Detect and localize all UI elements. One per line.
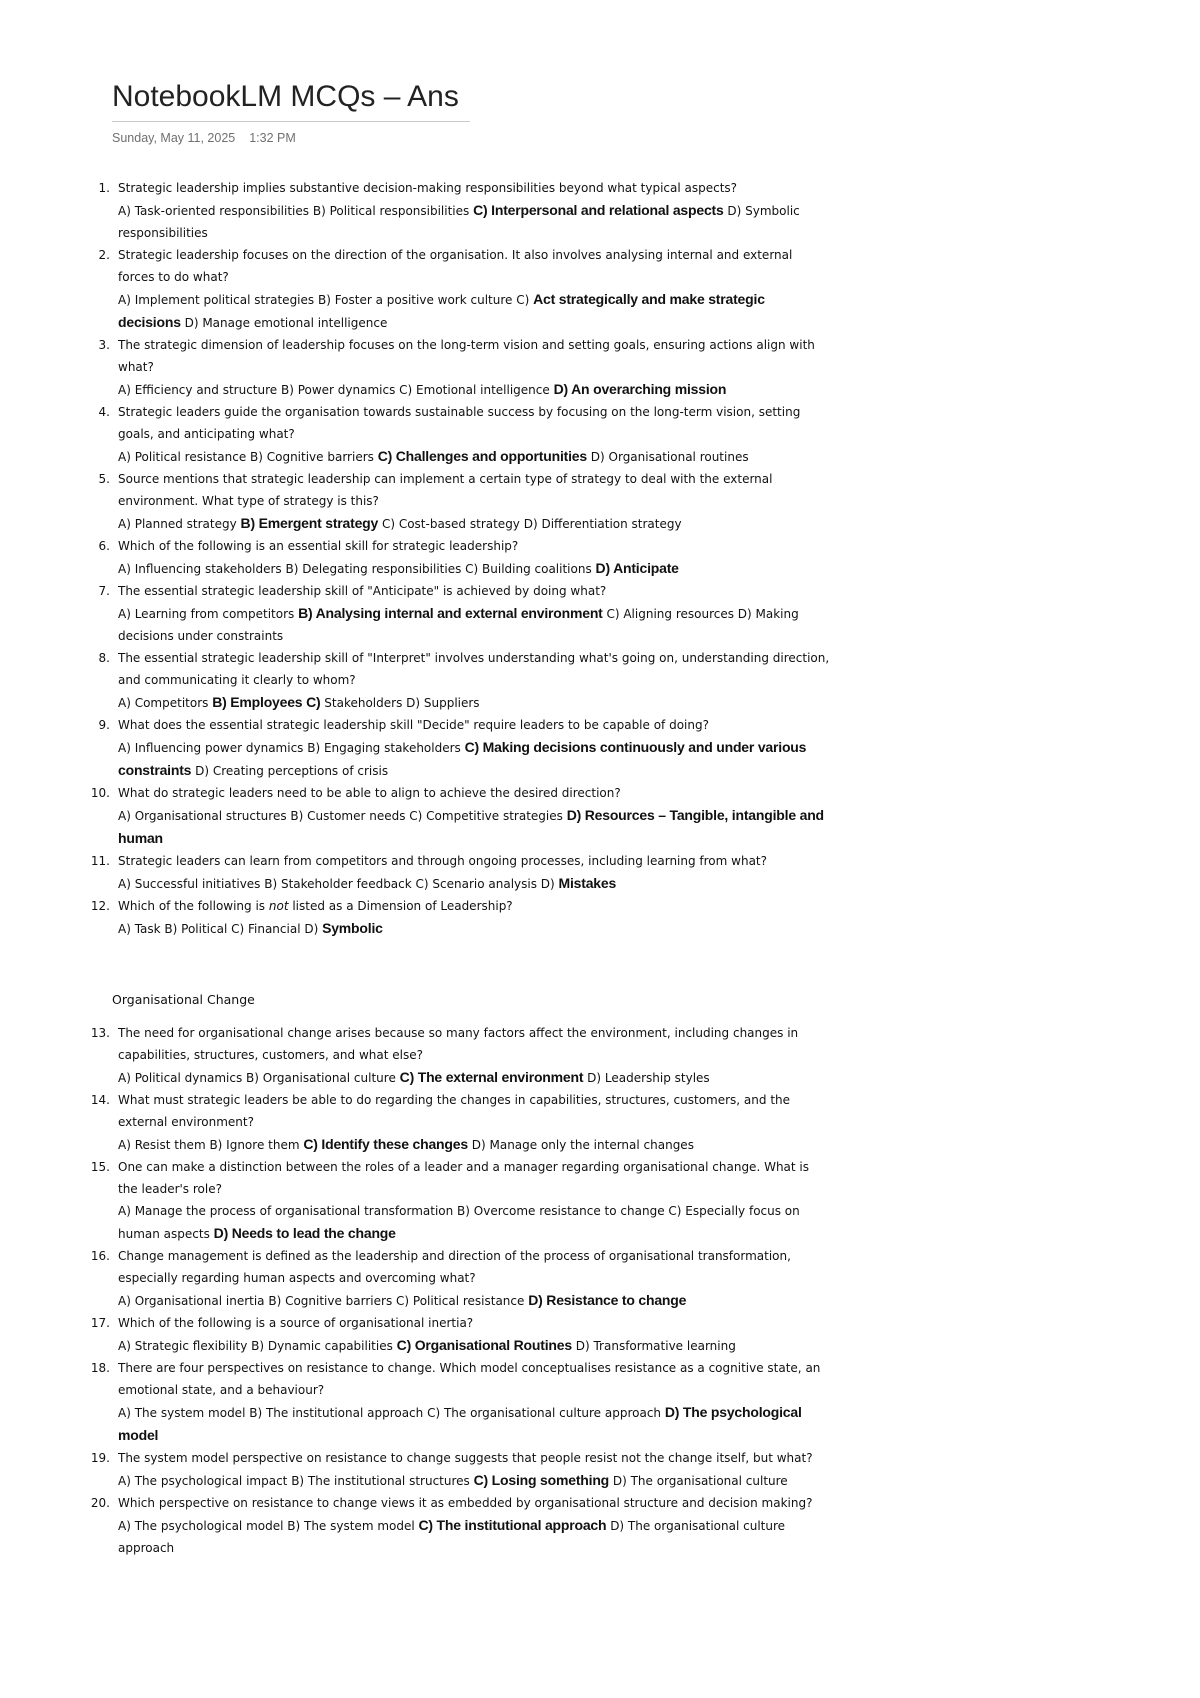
- question-list-change: [72, 1022, 832, 1559]
- answer-options: [118, 1401, 830, 1447]
- question-number: 10.: [90, 786, 110, 800]
- answer-options-before: A) Implement political strategies B) Foster a positive work culture C): [118, 293, 534, 307]
- question-body: [118, 1089, 830, 1156]
- answer-options-before: A) Manage the process of organisational transformation B) Overcome resistance to change C) Especially focus on human aspects: [118, 1204, 800, 1241]
- answer-options-after: C) Aligning resources D) Making decisions under constraints: [118, 607, 799, 643]
- answer-options-before: A) Successful initiatives B) Stakeholder feedback C) Scenario analysis D): [118, 877, 559, 891]
- answer-options-after: C) Cost-based strategy D) Differentiation strategy: [378, 517, 682, 531]
- answer-options-after: D) Creating perceptions of crisis: [191, 764, 389, 778]
- question-number: 18.: [90, 1361, 110, 1375]
- correct-answer: C) Interpersonal and relational aspects: [473, 202, 724, 218]
- question-number: 6.: [98, 539, 110, 553]
- question-text: There are four perspectives on resistance to change. Which model conceptualises resistance as a cognitive state, an emotional state, and a behaviour?: [118, 1361, 821, 1397]
- question-number: 9.: [98, 718, 110, 732]
- question-item: [72, 1022, 832, 1089]
- question-number: 20.: [90, 1496, 110, 1510]
- answer-options-before: A) Political resistance B) Cognitive barriers: [118, 450, 378, 464]
- answer-options: [118, 917, 830, 940]
- answer-options: [118, 1133, 830, 1156]
- question-item: [72, 535, 832, 580]
- question-number: 2.: [98, 248, 110, 262]
- answer-options: [118, 1289, 830, 1312]
- question-body: [118, 244, 830, 334]
- answer-options-before: A) Task B) Political C) Financial D): [118, 922, 323, 936]
- question-item: [72, 714, 832, 782]
- answer-options-before: A) Planned strategy: [118, 517, 241, 531]
- correct-answer: C) Losing something: [473, 1472, 610, 1488]
- correct-answer: C) The external environment: [399, 1069, 584, 1085]
- answer-options-after: D) The organisational culture approach: [118, 1519, 786, 1555]
- answer-options-before: A) Political dynamics B) Organisational culture: [118, 1071, 400, 1085]
- question-text: Which of the following is a source of organisational inertia?: [118, 1316, 474, 1330]
- question-item: [72, 1245, 832, 1312]
- question-text: The system model perspective on resistance to change suggests that people resist not the change itself, but what?: [118, 1451, 813, 1465]
- note-timestamp: [112, 131, 296, 145]
- question-body: [118, 1156, 830, 1245]
- question-body: [118, 850, 830, 895]
- question-number: 15.: [90, 1160, 110, 1174]
- question-text: Strategic leadership implies substantive decision-making responsibilities beyond what typical aspects?: [118, 181, 738, 195]
- question-body: [118, 401, 830, 468]
- question-item: [72, 580, 832, 647]
- note-date: Sunday, May 11, 2025: [112, 131, 236, 145]
- question-number: 19.: [90, 1451, 110, 1465]
- answer-options: [118, 1334, 830, 1357]
- answer-options-after: D) Manage only the internal changes: [467, 1138, 694, 1152]
- answer-options-after: D) The organisational culture: [609, 1474, 788, 1488]
- answer-options: [118, 804, 830, 850]
- question-body: [118, 1447, 830, 1492]
- question-text: Change management is defined as the leadership and direction of the process of organisational transformation, especially regarding human aspects and overcoming what?: [118, 1249, 791, 1285]
- question-body: [118, 895, 830, 940]
- question-number: 4.: [98, 405, 110, 419]
- question-text: The essential strategic leadership skill of "Anticipate" is achieved by doing what?: [118, 584, 607, 598]
- answer-options-after: D) Organisational routines: [586, 450, 749, 464]
- question-text: The need for organisational change arises because so many factors affect the environment, including changes in capabilities, structures, customers, and what else?: [118, 1026, 799, 1062]
- question-body: [118, 535, 830, 580]
- question-text: Strategic leaders guide the organisation towards sustainable success by focusing on the long-term vision, setting goals, and anticipating what?: [118, 405, 801, 441]
- question-number: 14.: [90, 1093, 110, 1107]
- question-item: [72, 782, 832, 850]
- question-item: [72, 468, 832, 535]
- question-text: The strategic dimension of leadership focuses on the long-term vision and setting goals, ensuring actions align with what?: [118, 338, 815, 374]
- question-item: [72, 1312, 832, 1357]
- question-text: One can make a distinction between the roles of a leader and a manager regarding organisational change. What is the leader's role?: [118, 1160, 810, 1196]
- answer-options: [118, 1200, 830, 1245]
- answer-options: [118, 1066, 830, 1089]
- question-text: Source mentions that strategic leadership can implement a certain type of strategy to deal with the external environment. What type of strategy is this?: [118, 472, 773, 508]
- question-text: The essential strategic leadership skill of "Interpret" involves understanding what's going on, understanding direction, and communicating it clearly to whom?: [118, 651, 830, 687]
- answer-options-after: Stakeholders D) Suppliers: [320, 696, 480, 710]
- correct-answer: Act strategically and make strategic decisions: [118, 291, 765, 330]
- question-text: Strategic leaders can learn from competitors and through ongoing processes, including learning from what?: [118, 854, 768, 868]
- answer-options: [118, 602, 830, 647]
- question-item: [72, 850, 832, 895]
- correct-answer: B) Employees C): [212, 694, 321, 710]
- question-body: [118, 1312, 830, 1357]
- answer-options: [118, 512, 830, 535]
- question-body: [118, 177, 830, 244]
- correct-answer: D) The psychological model: [118, 1404, 802, 1443]
- question-body: [118, 647, 830, 714]
- question-body: [118, 580, 830, 647]
- answer-options: [118, 288, 830, 334]
- answer-options-before: A) Influencing power dynamics B) Engaging stakeholders: [118, 741, 465, 755]
- question-body: [118, 714, 830, 782]
- answer-options-after: D) Manage emotional intelligence: [180, 316, 388, 330]
- answer-options-before: A) Organisational inertia B) Cognitive barriers C) Political resistance: [118, 1294, 529, 1308]
- correct-answer: C) The institutional approach: [418, 1517, 607, 1533]
- answer-options: [118, 378, 830, 401]
- question-number: 1.: [98, 181, 110, 195]
- correct-answer: D) Resistance to change: [528, 1292, 687, 1308]
- question-item: [72, 1357, 832, 1447]
- question-item: [72, 647, 832, 714]
- answer-options: [118, 1514, 830, 1559]
- question-text: What must strategic leaders be able to do regarding the changes in capabilities, structures, customers, and the external environment?: [118, 1093, 791, 1129]
- question-number: 12.: [90, 899, 110, 913]
- question-text: What does the essential strategic leadership skill "Decide" require leaders to be capable of doing?: [118, 718, 709, 732]
- question-item: [72, 1492, 832, 1559]
- question-text: Strategic leadership focuses on the direction of the organisation. It also involves analysing internal and external forces to do what?: [118, 248, 793, 284]
- question-item: [72, 177, 832, 244]
- question-number: 13.: [90, 1026, 110, 1040]
- question-body: [118, 1022, 830, 1089]
- question-item: [72, 1156, 832, 1245]
- question-body: [118, 1492, 830, 1559]
- question-text: [118, 899, 513, 913]
- answer-options: [118, 199, 830, 244]
- correct-answer: Mistakes: [558, 875, 617, 891]
- page-title: NotebookLM MCQs – Ans: [112, 80, 459, 113]
- correct-answer: C) Organisational Routines: [396, 1337, 572, 1353]
- correct-answer: Symbolic: [322, 920, 383, 936]
- question-number: 3.: [98, 338, 110, 352]
- answer-options: [118, 557, 830, 580]
- question-text: Which of the following is an essential skill for strategic leadership?: [118, 539, 519, 553]
- correct-answer: C) Challenges and opportunities: [377, 448, 587, 464]
- answer-options-after: D) Leadership styles: [583, 1071, 710, 1085]
- question-number: 17.: [90, 1316, 110, 1330]
- question-body: [118, 1357, 830, 1447]
- question-number: 16.: [90, 1249, 110, 1263]
- answer-options-before: A) Strategic flexibility B) Dynamic capabilities: [118, 1339, 397, 1353]
- answer-options-before: A) Learning from competitors: [118, 607, 299, 621]
- question-text-part: Which of the following is: [118, 899, 269, 913]
- answer-options-before: A) Task-oriented responsibilities B) Political responsibilities: [118, 204, 474, 218]
- answer-options-before: A) Influencing stakeholders B) Delegating responsibilities C) Building coalitions: [118, 562, 596, 576]
- question-text: Which perspective on resistance to change views it as embedded by organisational structure and decision making?: [118, 1496, 813, 1510]
- question-text: What do strategic leaders need to be able to align to achieve the desired direction?: [118, 786, 621, 800]
- answer-options: [118, 872, 830, 895]
- answer-options-before: A) Efficiency and structure B) Power dynamics C) Emotional intelligence: [118, 383, 554, 397]
- correct-answer: C) Identify these changes: [303, 1136, 468, 1152]
- question-body: [118, 782, 830, 850]
- answer-options-after: D) Transformative learning: [571, 1339, 736, 1353]
- answer-options-before: A) The system model B) The institutional approach C) The organisational culture approach: [118, 1406, 665, 1420]
- answer-options: [118, 691, 830, 714]
- answer-options: [118, 736, 830, 782]
- question-body: [118, 1245, 830, 1312]
- question-body: [118, 468, 830, 535]
- question-number: 11.: [90, 854, 110, 868]
- question-item: [72, 1447, 832, 1492]
- question-item: [72, 895, 832, 940]
- answer-options-after: D) Symbolic responsibilities: [118, 204, 800, 240]
- correct-answer: B) Analysing internal and external environment: [298, 605, 603, 621]
- answer-options-before: A) Resist them B) Ignore them: [118, 1138, 304, 1152]
- question-number: 7.: [98, 584, 110, 598]
- question-text-emphasis: not: [268, 899, 289, 913]
- question-item: [72, 401, 832, 468]
- question-number: 5.: [98, 472, 110, 486]
- answer-options: [118, 445, 830, 468]
- answer-options-before: A) The psychological model B) The system model: [118, 1519, 419, 1533]
- correct-answer: D) Anticipate: [595, 560, 679, 576]
- question-item: [72, 244, 832, 334]
- correct-answer: B) Emergent strategy: [240, 515, 379, 531]
- correct-answer: D) Needs to lead the change: [213, 1225, 396, 1241]
- question-text-part: listed as a Dimension of Leadership?: [288, 899, 513, 913]
- section-heading: Organisational Change: [112, 992, 255, 1007]
- question-list-leadership: [72, 177, 832, 940]
- correct-answer: D) Resources – Tangible, intangible and human: [118, 807, 824, 846]
- answer-options-before: A) The psychological impact B) The institutional structures: [118, 1474, 474, 1488]
- answer-options-before: A) Competitors: [118, 696, 213, 710]
- correct-answer: D) An overarching mission: [553, 381, 727, 397]
- question-number: 8.: [98, 651, 110, 665]
- title-divider: [112, 121, 470, 122]
- question-item: [72, 1089, 832, 1156]
- correct-answer: C) Making decisions continuously and under various constraints: [118, 739, 807, 778]
- answer-options: [118, 1469, 830, 1492]
- question-item: [72, 334, 832, 401]
- answer-options-before: A) Organisational structures B) Customer needs C) Competitive strategies: [118, 809, 567, 823]
- note-time: 1:32 PM: [249, 131, 296, 145]
- question-body: [118, 334, 830, 401]
